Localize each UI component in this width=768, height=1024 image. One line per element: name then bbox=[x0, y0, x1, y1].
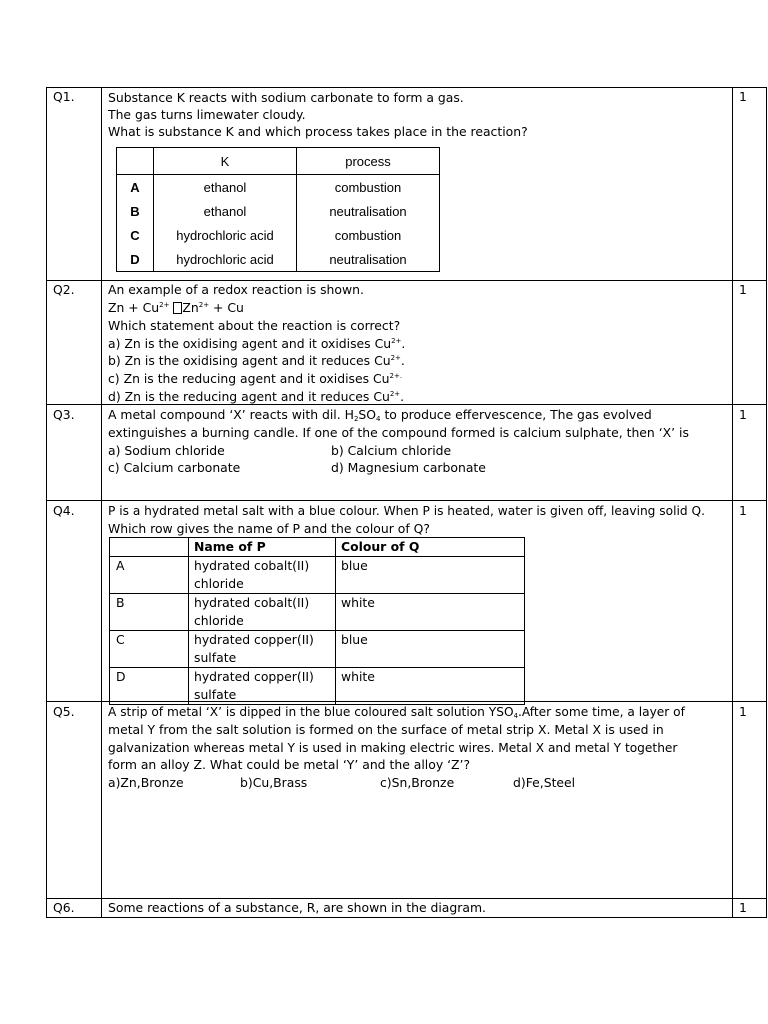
question-marks: 1 bbox=[739, 704, 747, 719]
question-text-line: An example of a redox reaction is shown. bbox=[108, 282, 364, 297]
option-letter: A bbox=[110, 557, 189, 594]
question-marks: 1 bbox=[739, 900, 747, 915]
question-marks: 1 bbox=[739, 282, 747, 297]
table-row bbox=[110, 557, 525, 594]
question-text-line: Which row gives the name of P and the colour of Q? bbox=[108, 521, 430, 536]
table-row bbox=[117, 175, 440, 200]
option-letter: B bbox=[110, 594, 189, 631]
option-letter: B bbox=[117, 199, 154, 223]
formula-subscript: 2 bbox=[353, 415, 359, 423]
table-header-cell: Name of P bbox=[189, 538, 336, 557]
table-row bbox=[110, 594, 525, 631]
row-divider-q4 bbox=[46, 500, 767, 501]
border-left bbox=[46, 87, 47, 918]
table-row bbox=[110, 668, 525, 705]
question-marks: 1 bbox=[739, 503, 747, 518]
ion-charge: 2+ bbox=[389, 390, 401, 398]
table-header-cell bbox=[110, 538, 189, 557]
table-cell: combustion bbox=[297, 223, 440, 247]
question-text-line: Which statement about the reaction is correct? bbox=[108, 318, 401, 333]
table-cell: white bbox=[336, 594, 525, 631]
table-row bbox=[117, 247, 440, 272]
option-letter: D bbox=[117, 247, 154, 272]
answer-option: b)Cu,Brass bbox=[240, 775, 308, 790]
question-number: Q1. bbox=[53, 89, 75, 104]
table-cell: ethanol bbox=[154, 175, 297, 200]
answer-option: c) Zn is the reducing agent and it oxidises $Cu^{2+.}$ bbox=[108, 371, 403, 386]
ion-charge: 2+ bbox=[159, 301, 170, 309]
table-cell: hydrated cobalt(II) chloride bbox=[189, 594, 336, 631]
equation-lhs: Zn + Cu bbox=[108, 300, 160, 315]
question-text-line: What is substance K and which process takes place in the reaction? bbox=[108, 124, 528, 139]
question-number: Q4. bbox=[53, 503, 75, 518]
answer-option: d)Fe,Steel bbox=[513, 775, 576, 790]
table-row bbox=[110, 631, 525, 668]
question-number: Q6. bbox=[53, 900, 75, 915]
question-text-line: P is a hydrated metal salt with a blue colour. When P is heated, water is given off, leaving solid Q. bbox=[108, 504, 705, 518]
ion-charge: 2+ bbox=[390, 354, 401, 362]
ion-charge: 2+ bbox=[198, 301, 210, 309]
question-text-line: A strip of metal ‘X’ is dipped in the blue coloured salt solution $YSO_4.After$ some time, a layer of bbox=[108, 705, 685, 720]
table-cell: blue bbox=[336, 631, 525, 668]
equation-rhs: Zn bbox=[182, 300, 199, 315]
q4-answer-table bbox=[109, 537, 525, 705]
option-letter: C bbox=[117, 223, 154, 247]
question-text-line: metal Y from the salt solution is formed on the surface of metal strip X. Metal X is used in bbox=[108, 722, 664, 737]
col-divider-1 bbox=[101, 87, 102, 918]
table-cell: neutralisation bbox=[297, 247, 440, 272]
answer-option: c)Sn,Bronze bbox=[380, 775, 455, 790]
table-row bbox=[117, 199, 440, 223]
question-text-line: Substance K reacts with sodium carbonate to form a gas. bbox=[108, 90, 464, 105]
table-cell: neutralisation bbox=[297, 199, 440, 223]
formula-subscript: 4 bbox=[376, 415, 381, 423]
answer-option: a) Zn is the oxidising agent and it oxidises $Cu^{2+}$. bbox=[108, 336, 406, 351]
equation-rhs: + Cu bbox=[209, 300, 244, 315]
ion-charge: 2+ bbox=[391, 337, 402, 345]
answer-option: c) Calcium carbonate bbox=[108, 460, 241, 475]
formula-subscript: 4 bbox=[513, 712, 519, 720]
table-header-cell bbox=[117, 148, 154, 175]
option-letter: D bbox=[110, 668, 189, 705]
question-marks: 1 bbox=[739, 89, 747, 104]
answer-option: d) Zn is the reducing agent and it reduces $Cu^{2+}$. bbox=[108, 389, 405, 404]
table-cell: hydrated copper(II) sulfate bbox=[189, 631, 336, 668]
question-text-line: Some reactions of a substance, R, are shown in the diagram. bbox=[108, 900, 486, 915]
table-cell: combustion bbox=[297, 175, 440, 200]
table-header-cell: process bbox=[297, 148, 440, 175]
border-top bbox=[46, 87, 767, 88]
question-number: Q3. bbox=[53, 407, 75, 422]
border-right bbox=[766, 87, 767, 918]
answer-option: b) Calcium chloride bbox=[331, 443, 452, 458]
option-letter: A bbox=[117, 175, 154, 200]
table-cell: hydrated cobalt(II) chloride bbox=[189, 557, 336, 594]
ion-charge: 2+. bbox=[389, 372, 403, 380]
table-header-cell: Colour of Q bbox=[336, 538, 525, 557]
question-text-line: The gas turns limewater cloudy. bbox=[108, 107, 306, 122]
answer-option: b) Zn is the oxidising agent and it reduces $Cu^{2+}$. bbox=[108, 353, 405, 368]
redox-equation bbox=[108, 299, 244, 317]
table-cell: hydrochloric acid bbox=[154, 223, 297, 247]
answer-option: a) Sodium chloride bbox=[108, 443, 225, 458]
question-marks: 1 bbox=[739, 407, 747, 422]
question-text-line: extinguishes a burning candle. If one of the compound formed is calcium sulphate, then ‘X’ is bbox=[108, 425, 689, 440]
table-cell: blue bbox=[336, 557, 525, 594]
question-text-line: galvanization whereas metal Y is used in making electric wires. Metal X and metal Y together bbox=[108, 741, 678, 755]
question-text-line: form an alloy Z. What could be metal ‘Y’ and the alloy ‘Z’? bbox=[108, 757, 471, 772]
answer-option: a)Zn,Bronze bbox=[108, 775, 184, 790]
table-cell: hydrochloric acid bbox=[154, 247, 297, 272]
answer-option: d) Magnesium carbonate bbox=[331, 460, 486, 475]
table-header-cell: K bbox=[154, 148, 297, 175]
table-row bbox=[117, 223, 440, 247]
col-divider-2 bbox=[732, 87, 733, 918]
question-text-line: A metal compound ‘X’ reacts with dil. $H_2SO_4$ to produce effervescence, The gas evolved bbox=[108, 407, 652, 423]
question-number: Q5. bbox=[53, 704, 75, 719]
option-letter: C bbox=[110, 631, 189, 668]
border-bottom bbox=[46, 917, 767, 918]
table-cell: ethanol bbox=[154, 199, 297, 223]
q1-answer-table bbox=[116, 147, 440, 272]
question-number: Q2. bbox=[53, 282, 75, 297]
table-cell: hydrated copper(II) sulfate bbox=[189, 668, 336, 705]
table-cell: white bbox=[336, 668, 525, 705]
